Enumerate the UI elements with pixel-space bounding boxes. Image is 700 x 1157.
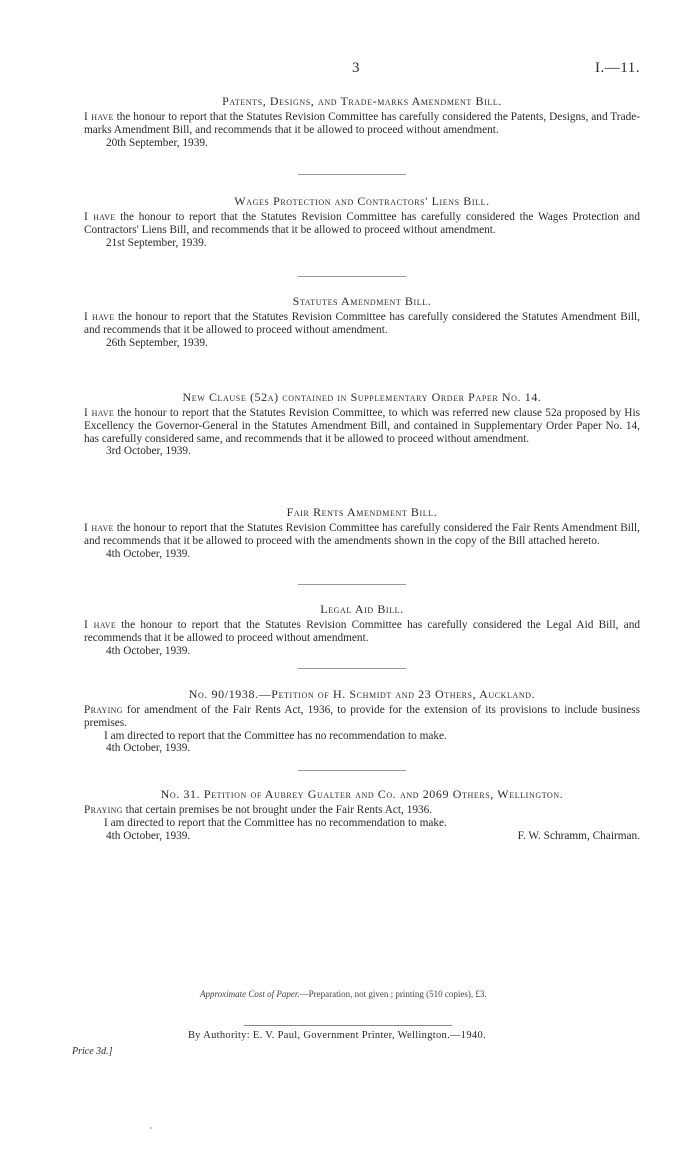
section-date: 4th October, 1939.	[106, 644, 191, 657]
section-direction: I am directed to report that the Committee has no recommendation to make.	[104, 729, 447, 742]
section-body: I have the honour to report that the Statutes Revision Committee has carefully considered the Statutes Amendment Bill, and recommends that it be allowed to proceed without amendment.	[84, 311, 640, 336]
petition-section-gualter	[84, 787, 640, 843]
date-signature-row	[84, 830, 640, 843]
section-body: I have the honour to report that the Statutes Revision Committee has carefully considered the Wages Protection and Contractors' Liens Bill, and recommends that it be allowed to proceed without amendment.	[84, 211, 640, 236]
divider-rule	[298, 668, 406, 669]
section-date: 4th October, 1939.	[106, 742, 191, 755]
report-section-patents	[84, 94, 640, 150]
report-section-statutes-amendment	[84, 294, 640, 350]
section-body: I have the honour to report that the Statutes Revision Committee has carefully considered the Patents, Designs, and Trade-marks Amendment Bill, and recommends that it be allowed to proceed without amendment.	[84, 111, 641, 136]
divider-rule	[298, 276, 406, 277]
section-body: Praying that certain premises be not brought under the Fair Rents Act, 1936.	[84, 804, 433, 816]
section-title: No. 31. Petition of Aubrey Gualter and Co. and 2069 Others, Wellington.	[160, 787, 564, 801]
report-section-new-clause	[84, 390, 640, 458]
chairman-signature: F. W. Schramm, Chairman.	[517, 829, 640, 842]
section-date: 4th October, 1939.	[106, 829, 191, 842]
footer-rule	[244, 1025, 452, 1026]
divider-rule	[298, 584, 406, 585]
report-section-fair-rents	[84, 505, 640, 561]
paper-reference: I.—11.	[595, 60, 640, 76]
petition-section-schmidt	[84, 687, 640, 755]
section-body: I have the honour to report that the Statutes Revision Committee, to which was referred new clause 52a proposed by His Excellency the Governor-General in the Statutes Amendment Bill, and contained in Supplementary Order Paper No. 14, has carefully considered same, and recommends that it be allowed to proceed without amendment.	[84, 407, 640, 445]
section-date: 21st September, 1939.	[106, 236, 207, 249]
section-title: Legal Aid Bill.	[320, 602, 404, 616]
section-title: Statutes Amendment Bill.	[292, 294, 432, 308]
section-title: New Clause (52a) contained in Supplementary Order Paper No. 14.	[182, 390, 542, 404]
section-title: Patents, Designs, and Trade-marks Amendment Bill.	[222, 94, 502, 108]
section-title: No. 90/1938.—Petition of H. Schmidt and 23 Others, Auckland.	[188, 687, 536, 701]
page-number: 3	[352, 60, 360, 76]
section-date: 26th September, 1939.	[106, 336, 208, 349]
printer-authority: By Authority: E. V. Paul, Government Printer, Wellington.—1940.	[188, 1030, 486, 1041]
divider-rule	[298, 174, 406, 175]
price-note: Price 3d.]	[72, 1046, 113, 1057]
section-body: I have the honour to report that the Statutes Revision Committee has carefully considered the Fair Rents Amendment Bill, and recommends that it be allowed to proceed with the amendments shown in the copy of the Bill attached hereto.	[84, 522, 640, 547]
section-date: 20th September, 1939.	[106, 136, 208, 149]
cost-of-paper-note: Approximate Cost of Paper.—Preparation, not given ; printing (510 copies), £3.	[200, 989, 487, 999]
report-section-wages-protection	[84, 194, 640, 250]
divider-rule	[298, 770, 406, 771]
report-section-legal-aid	[84, 602, 640, 658]
section-body: Praying for amendment of the Fair Rents Act, 1936, to provide for the extension of its provisions to include business premises.	[84, 704, 640, 729]
section-date: 3rd October, 1939.	[106, 445, 191, 458]
section-title: Wages Protection and Contractors' Liens Bill.	[234, 194, 490, 208]
scan-speck	[150, 1127, 152, 1129]
section-body: I have the honour to report that the Statutes Revision Committee has carefully considered the Legal Aid Bill, and recommends that it be allowed to proceed without amendment.	[84, 619, 640, 644]
section-direction: I am directed to report that the Committee has no recommendation to make.	[104, 816, 447, 829]
section-title: Fair Rents Amendment Bill.	[286, 505, 438, 519]
section-date: 4th October, 1939.	[106, 547, 191, 560]
